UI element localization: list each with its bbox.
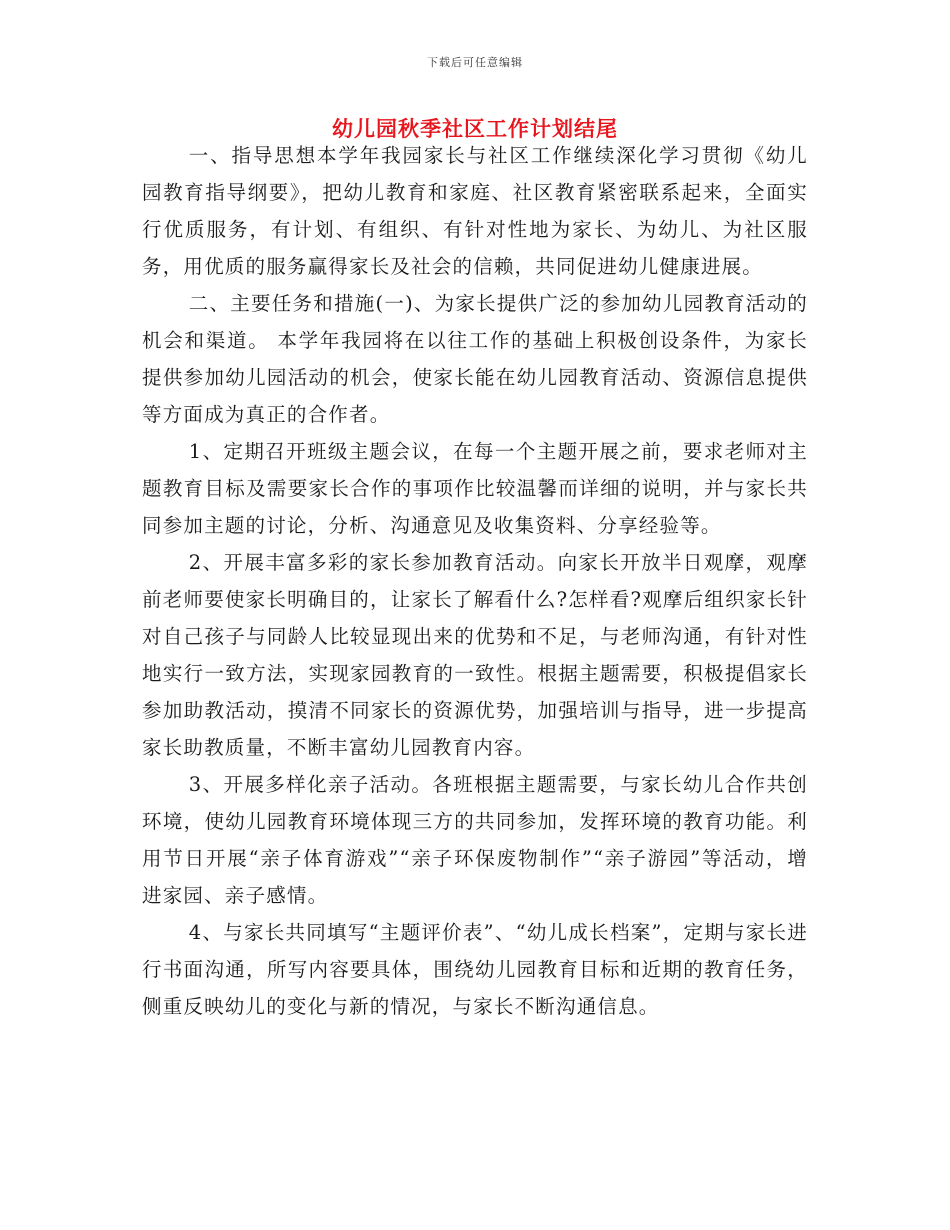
paragraph-main-tasks: 二、主要任务和措施(一)、为家长提供广泛的参加幼儿园教育活动的机会和渠道。 本学年我园将在以往工作的基础上积极创设条件，为家长提供参加幼儿园活动的机会，使家长能在幼儿园教育活动、资源信息提供等方面成为真正的合作者。 — [142, 292, 808, 426]
paragraph-item-4: 4、与家长共同填写“主题评价表”、“幼儿成长档案”，定期与家长进行书面沟通，所写内容要具体，围绕幼儿园教育目标和近期的教育任务，侧重反映幼儿的变化与新的情况，与家长不断沟通信息。 — [142, 921, 808, 1018]
page-header-note: 下载后可任意编辑 — [427, 56, 523, 69]
document-title: 幼儿园秋季社区工作计划结尾 — [332, 116, 618, 141]
paragraph-item-2: 2、开展丰富多彩的家长参加教育活动。向家长开放半日观摩，观摩前老师要使家长明确目的，让家长了解看什么?怎样看?观摩后组织家长针对自己孩子与同龄人比较显现出来的优势和不足，与老师沟通，有针对性地实行一致方法，实现家园教育的一致性。根据主题需要，积极提倡家长参加助教活动，摸清不同家长的资源优势，加强培训与指导，进一步提高家长助教质量，不断丰富幼儿园教育内容。 — [142, 551, 808, 759]
paragraph-item-3: 3、开展多样化亲子活动。各班根据主题需要，与家长幼儿合作共创环境，使幼儿园教育环境体现三方的共同参加，发挥环境的教育功能。利用节日开展“亲子体育游戏”“亲子环保废物制作”“亲子游园”等活动，增进家园、亲子感情。 — [142, 773, 808, 907]
paragraph-guiding-thought: 一、指导思想本学年我园家长与社区工作继续深化学习贯彻《幼儿园教育指导纲要》，把幼儿教育和家庭、社区教育紧密联系起来，全面实行优质服务，有计划、有组织、有针对性地为家长、为幼儿、为社区服务，用优质的服务赢得家长及社会的信赖，共同促进幼儿健康进展。 — [142, 144, 808, 278]
document-body — [142, 137, 808, 1025]
paragraph-item-1: 1、定期召开班级主题会议，在每一个主题开展之前，要求老师对主题教育目标及需要家长合作的事项作比较温馨而详细的说明，并与家长共同参加主题的讨论，分析、沟通意见及收集资料、分享经验等。 — [142, 440, 808, 537]
